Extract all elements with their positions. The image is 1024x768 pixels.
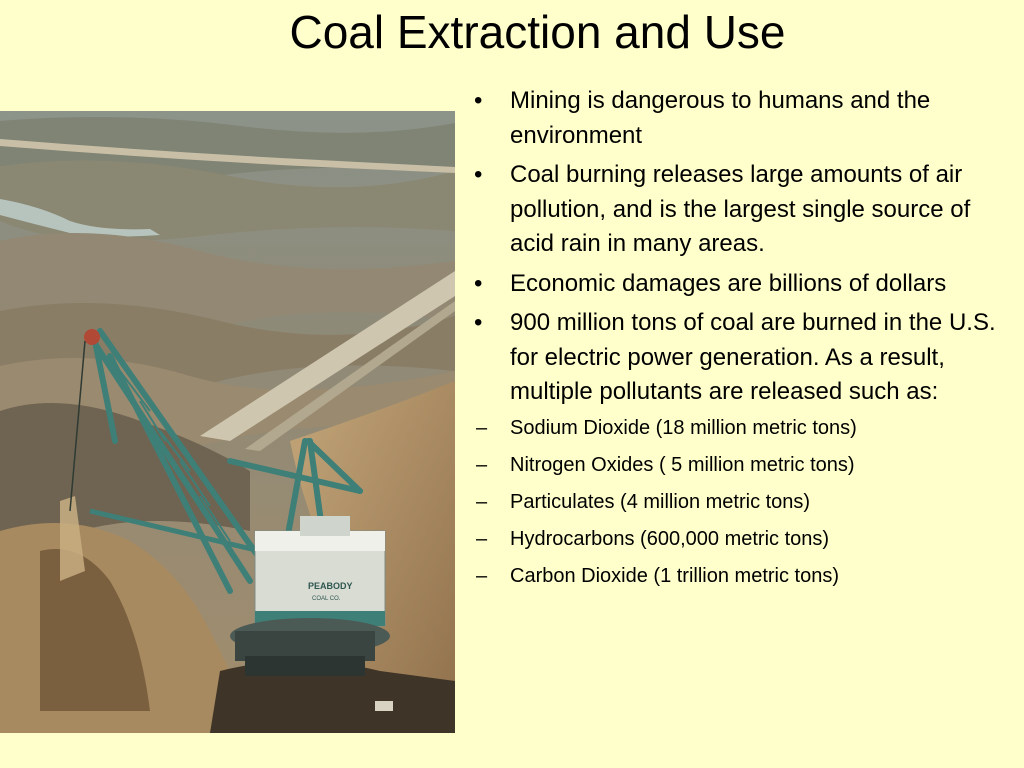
sub-bullet-marker: –	[476, 564, 488, 587]
slide-title: Coal Extraction and Use	[289, 6, 786, 58]
bullet-text: 900 million tons of coal are burned in the U.S. for electric power generation. As a result, multiple pollutants are released such as:	[510, 309, 996, 405]
bullet-text: Coal burning releases large amounts of air pollution, and is the largest single source of acid rain in many areas.	[510, 161, 971, 257]
machine-brand-text: PEABODY	[308, 581, 353, 591]
bullet-item-mining	[468, 84, 1020, 153]
bullet-text: Mining is dangerous to humans and the environment	[510, 87, 931, 149]
bullet-marker: •	[474, 269, 483, 297]
bullet-text: Economic damages are billions of dollars	[510, 269, 947, 297]
pollutant-text: Carbon Dioxide (1 trillion metric tons)	[510, 564, 840, 587]
pollutant-text: Sodium Dioxide (18 million metric tons)	[510, 416, 857, 439]
pollutant-item	[465, 450, 1020, 480]
mining-dragline-photo	[0, 111, 455, 733]
pollutant-item	[465, 487, 1020, 517]
bullet-item-coal-burned	[468, 306, 1020, 591]
pollutant-list	[476, 413, 1020, 591]
bullet-marker: •	[474, 87, 483, 114]
bullet-marker: •	[474, 309, 483, 336]
pollutant-item	[465, 561, 1020, 591]
bullet-item-economic-damages	[468, 267, 1020, 302]
sub-bullet-marker: –	[476, 416, 488, 439]
pollutant-text: Hydrocarbons (600,000 metric tons)	[510, 527, 830, 550]
pollutant-item	[465, 413, 1020, 443]
pollutant-text: Particulates (4 million metric tons)	[510, 490, 811, 513]
pollutant-item	[465, 524, 1020, 554]
bullet-marker: •	[474, 161, 483, 188]
machine-brand-subtext: COAL CO.	[312, 596, 341, 602]
bullet-list	[468, 84, 1020, 598]
sub-bullet-marker: –	[476, 453, 488, 476]
bullet-item-air-pollution	[468, 158, 1020, 262]
pollutant-text: Nitrogen Oxides ( 5 million metric tons)	[510, 453, 855, 476]
sub-bullet-marker: –	[476, 527, 488, 550]
sub-bullet-marker: –	[476, 490, 488, 513]
